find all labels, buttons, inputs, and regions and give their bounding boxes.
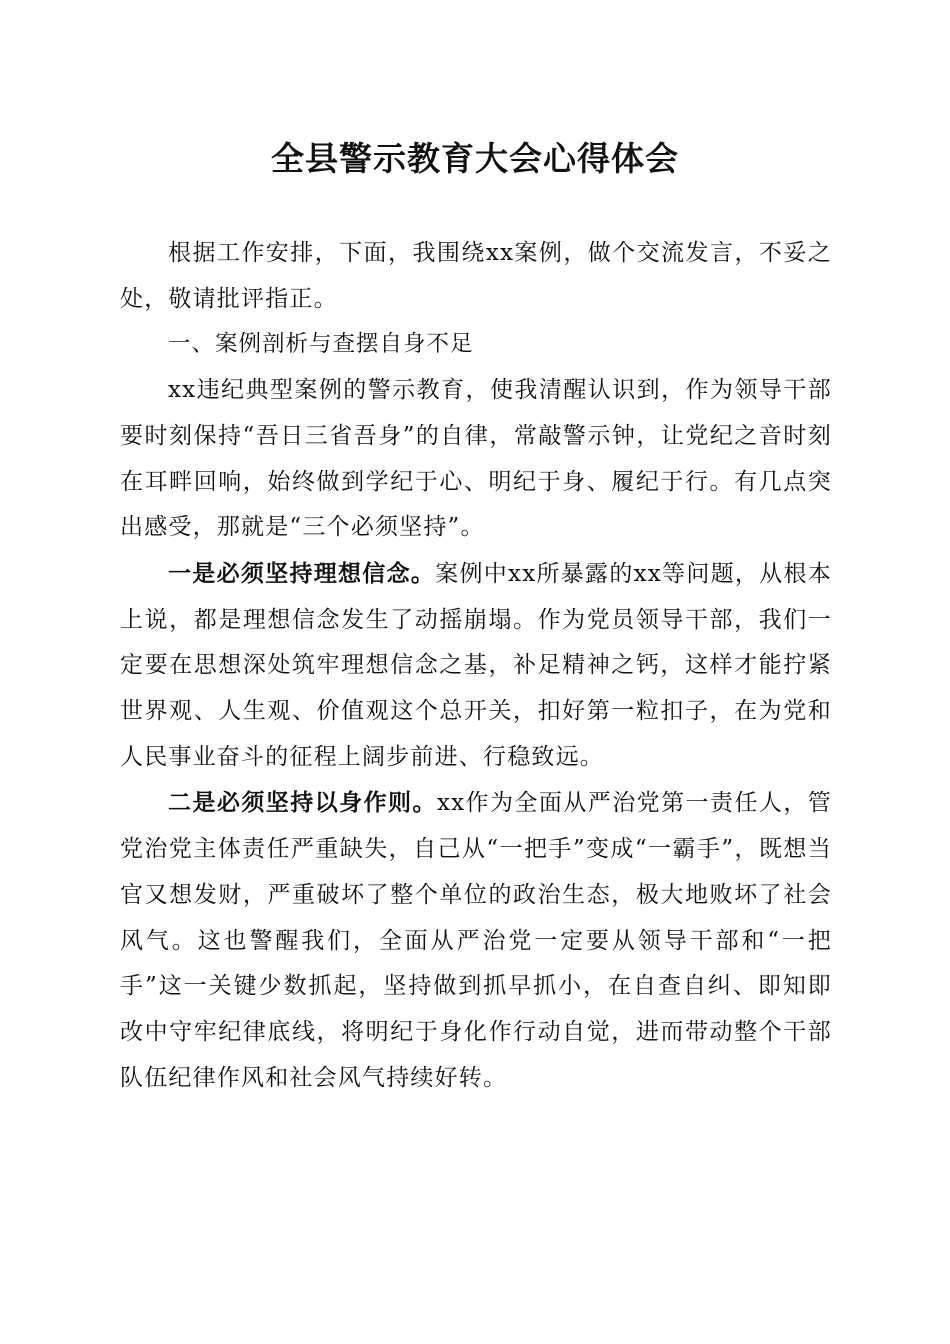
section1-paragraph: xx违纪典型案例的警示教育，使我清醒认识到，作为领导干部要时刻保持“吾日三省吾身”的自律，常敲警示钟，让党纪之音时刻在耳畔回响，始终做到学纪于心、明纪于身、履纪于行。有几点突出感受，那就是“三个必须坚持”。	[120, 377, 832, 541]
document-title: 全县警示教育大会心得体会	[271, 139, 679, 178]
document-body	[120, 231, 832, 1101]
point1-lead: 一是必须坚持理想信念。	[168, 559, 436, 587]
section-heading-1: 一、案例剖析与查摆自身不足	[168, 331, 474, 358]
point2-lead: 二是必须坚持以身作则。	[168, 789, 437, 817]
point1-text: 案例中xx所暴露的xx等问题，从根本上说，都是理想信念发生了动摇崩塌。作为党员领导干部，我们一定要在思想深处筑牢理想信念之基，补足精神之钙，这样才能拧紧世界观、人生观、价值观这个总开关，扣好第一粒扣子，在为党和人民事业奋斗的征程上阔步前进、行稳致远。	[120, 560, 832, 770]
point2-text: xx作为全面从严治党第一责任人，管党治党主体责任严重缺失，自己从“一把手”变成“一霸手”，既想当官又想发财，严重破坏了整个单位的政治生态，极大地败坏了社会风气。这也警醒我们，全面从严治党一定要从领导干部和“一把手”这一关键少数抓起，坚持做到抓早抓小，在自查自纠、即知即改中守牢纪律底线，将明纪于身化作行动自觉，进而带动整个干部队伍纪律作风和社会风气持续好转。	[120, 790, 833, 1091]
intro-paragraph: 根据工作安排，下面，我围绕xx案例，做个交流发言，不妥之处，敬请批评指正。	[120, 240, 832, 312]
point2-paragraph	[120, 780, 832, 1101]
point1-paragraph	[120, 551, 832, 781]
